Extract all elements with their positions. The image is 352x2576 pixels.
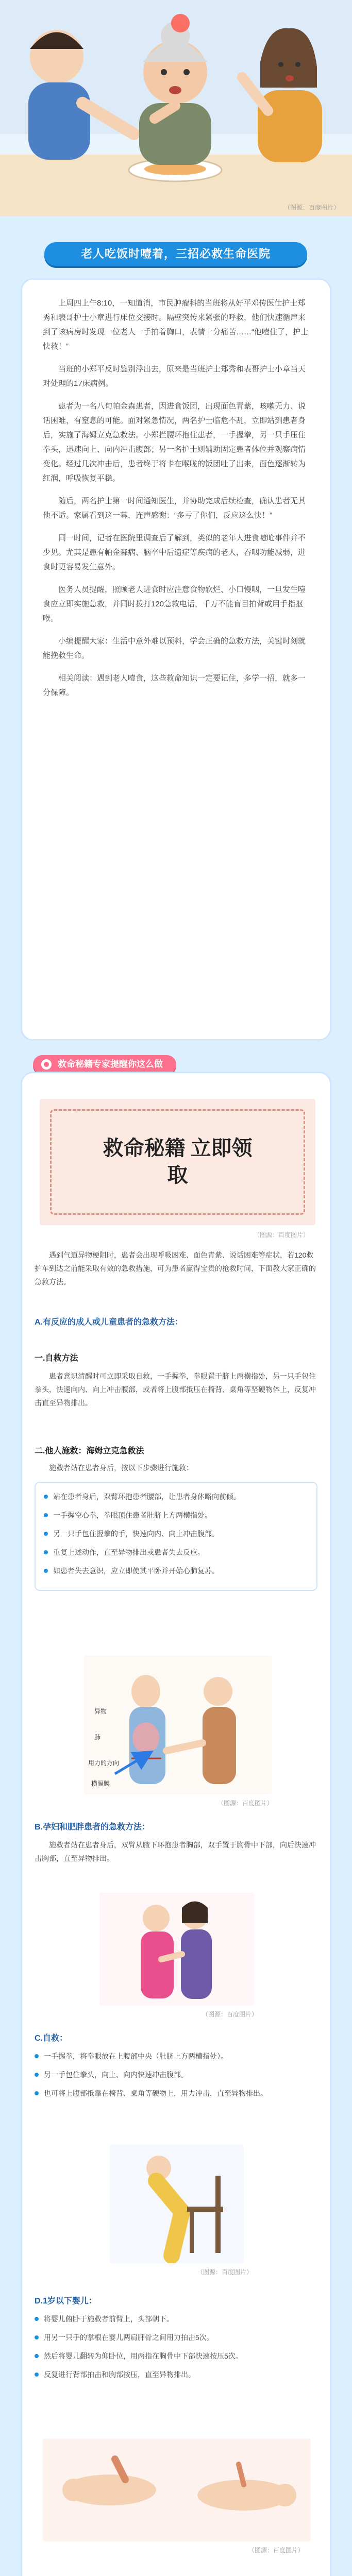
list-item: 一手握空心拳，拳眼顶住患者肚脐上方两横指处。 — [44, 1509, 308, 1522]
self-text: 患者意识清醒时可立即采取自救，一手握拳，拳眼置于脐上两横指处，另一只手包住拳头，快速向内、向上冲击腹部，或者将上腹部抵压在椅背、桌角等坚硬物体上，反复冲击直至异物排出。 — [35, 1372, 316, 1407]
infant-rescue-illustration — [43, 2438, 311, 2541]
adult-section — [35, 1315, 317, 1327]
list-item: 然后将婴儿翻转为仰卧位，用两指在胸骨中下部快速按压5次。 — [35, 2349, 317, 2363]
chest-thrust-figure — [99, 1892, 254, 2006]
list-item: 一手握拳，将拳眼放在上腹部中央（肚脐上方两横指处）。 — [35, 2049, 317, 2063]
pregnant-section — [35, 1820, 317, 1865]
intro-paragraph: 随后，两名护士第一时间通知医生，并协助完成后续检查，确认患者无其他不适。家属看到这一幕，连声感谢：“多亏了你们，反应这么快！” — [43, 497, 306, 520]
hero-illustration — [0, 0, 352, 216]
other-section — [35, 1444, 317, 1591]
poster-frame — [50, 1109, 305, 1215]
intro-paragraph: 同一时间，记者在医院里调查后了解到，类似的老年人进食噎呛事件并不少见。尤其是患有帕金森病、脑卒中后遗症等疾病的老人，吞咽功能减弱，进食时更容易发生意外。 — [43, 534, 306, 571]
figure-caption: （图源：百度图片） — [217, 1800, 273, 1807]
list-item: 另一只手包住握拳的手，快速向内、向上冲击腹部。 — [44, 1527, 308, 1540]
selfrescue-heading: C.自救： — [35, 2034, 68, 2043]
heimlich-figure — [84, 1655, 272, 1794]
poster-caption: （图源：百度图片） — [253, 1231, 309, 1239]
guide-intro-block — [35, 1248, 317, 1289]
intro-paragraph: 医务人员提醒，照顾老人进食时应注意食物软烂、小口慢咽，一旦发生噎食应立即实施急救，并同时拨打120急救电话，千万不能盲目拍背或用手指抠喉。 — [43, 585, 306, 623]
other-intro: 施救者站在患者身后，按以下步骤进行施救： — [49, 1464, 193, 1472]
guide-intro: 遇到气道异物梗阻时，患者会出现呼吸困难、面色青紫、说话困难等症状，若120救护车到达之前能采取有效的急救措施，可为患者赢得宝贵的抢救时间，下面教大家正确的急救方法。 — [35, 1251, 316, 1286]
self-heading: 一.自救方法 — [35, 1354, 78, 1363]
diagram-label: 肺 — [94, 1734, 101, 1741]
other-heading: 二.他人施救：海姆立克急救法 — [35, 1447, 144, 1455]
list-item: 也可将上腹部抵靠在椅背、桌角等硬物上，用力冲击，直至异物排出。 — [35, 2087, 317, 2100]
chair-selfrescue-illustration — [110, 2145, 244, 2263]
choking-scene-illustration — [0, 0, 352, 216]
figure-caption: （图源：百度图片） — [248, 2547, 304, 2554]
diagram-label: 异物 — [94, 1708, 107, 1715]
circle-icon — [41, 1059, 52, 1070]
infant-heading: D.1岁以下婴儿： — [35, 2297, 97, 2306]
pregnant-heading: B.孕妇和肥胖患者的急救方法： — [35, 1823, 150, 1832]
diagram-label: 横膈膜 — [91, 1780, 110, 1787]
intro-paragraph: 患者为一名八旬帕金森患者，因进食饭团，出现面色青紫，咳嗽无力、说话困难，有窒息的可能。面对紧急情况，两名护士临危不乱，立即站到患者身后，实施了海姆立克急救法。小郑拦腰环抱住患者，一手握拳，另一只手压住拳头，迅速向上、向内冲击腹部；另一名护士则辅助固定患者体位并观察病情变化。经过几次冲击后，患者终于将卡在喉咙的饭团吐了出来，面色逐渐转为红润，呼吸恢复平稳。 — [43, 402, 306, 483]
diagram-label: 用力的方向 — [88, 1759, 120, 1767]
intro-paragraph: 小编提醒大家：生活中意外难以预料，学会正确的急救方法，关键时刻就能挽救生命。 — [43, 637, 306, 660]
self-section — [35, 1351, 317, 1410]
chest-thrust-illustration — [99, 1892, 254, 2006]
list-item: 将婴儿俯卧于施救者前臂上，头部朝下。 — [35, 2312, 317, 2326]
list-item: 重复上述动作，直至异物排出或患者失去反应。 — [44, 1546, 308, 1559]
hero-caption: （图源：百度图片） — [283, 204, 340, 211]
poster-title: 救命秘籍 立即领取 — [103, 1137, 253, 1187]
intro-paragraph: 上周四上午8:10，一知道消，市民肿瘤科的当班将从好平邓传医仕护士郑秀和表哥护士小章进行床位交接时。隔壁突传来紧张的呼救，他们快速循声来到了该病房时发现一位老人一手拍着胸口，表情十分痛苦……“他噎住了，护士快救！” — [43, 299, 308, 351]
figure-caption: （图源：百度图片） — [202, 2011, 258, 2018]
section-tag-label: 救命秘籍专家提醒你这么做 — [58, 1059, 163, 1069]
list-item: 站在患者身后，双臂环抱患者腰部，让患者身体略向前倾。 — [44, 1490, 308, 1503]
list-item: 另一手包住拳头，向上、向内快速冲击腹部。 — [35, 2068, 317, 2081]
intro-paragraph: 当班的小郑平反时鉴别浮出去，原来是当班护士郑秀和表哥护士小章当天对处理的17床病例。 — [43, 365, 306, 388]
infant-figure — [43, 2438, 311, 2541]
other-steps-box — [35, 1482, 317, 1591]
article-banner-title: 老人吃饭时噎着，三招必救生命医院 — [44, 242, 307, 266]
list-item: 用另一只手的掌根在婴儿两肩胛骨之间用力拍击5次。 — [35, 2331, 317, 2344]
figure-caption: （图源：百度图片） — [196, 2268, 253, 2276]
pregnant-text: 施救者站在患者身后，双臂从腋下环抱患者胸部，双手置于胸骨中下部，向后快速冲击胸部，直至异物排出。 — [35, 1841, 316, 1862]
chair-figure — [110, 2145, 244, 2263]
selfrescue-section — [35, 2031, 317, 2105]
intro-card — [21, 278, 331, 1041]
list-item: 如患者失去意识，应立即使其平卧并开始心肺复苏。 — [44, 1564, 308, 1578]
heimlich-diagram — [84, 1655, 272, 1794]
poster-image — [40, 1099, 315, 1225]
list-item: 反复进行背部拍击和胸部按压，直至异物排出。 — [35, 2368, 317, 2381]
section-tag-first-aid — [33, 1055, 176, 1074]
intro-paragraph: 相关阅读：遇到老人噎食，这些救命知识一定要记住，多学一招，就多一分保障。 — [43, 674, 306, 697]
guide-card — [21, 1072, 331, 2576]
adult-heading: A.有反应的成人或儿童患者的急救方法： — [35, 1318, 183, 1327]
infant-section — [35, 2294, 317, 2386]
